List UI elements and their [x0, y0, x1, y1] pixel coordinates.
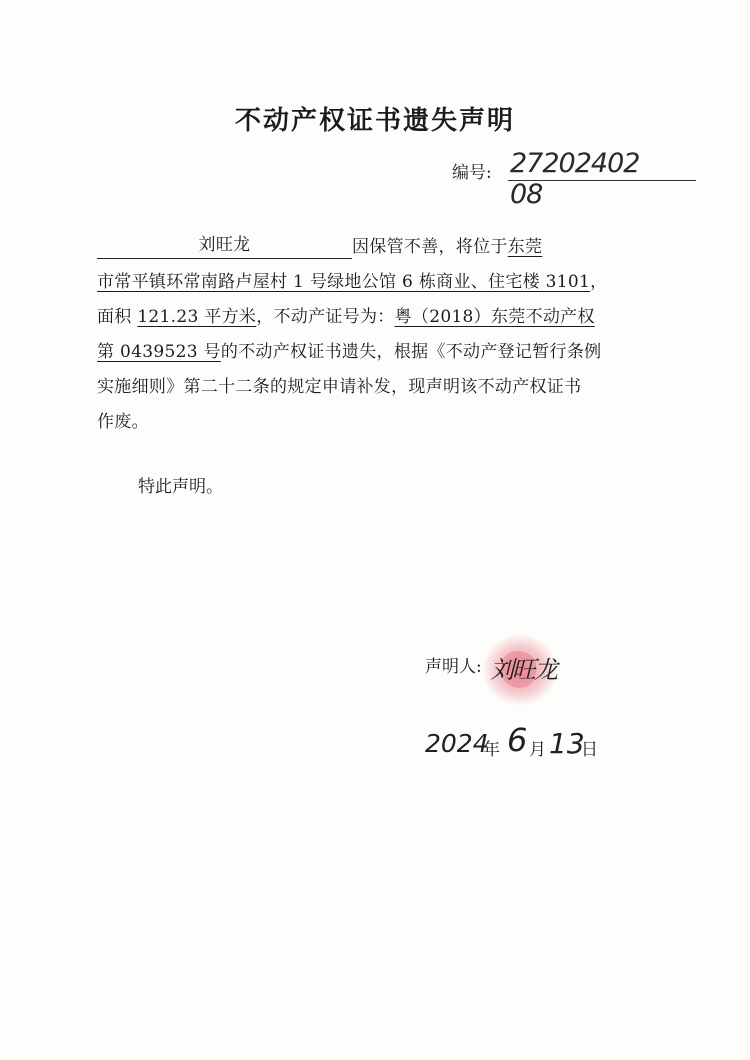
loss-text: 的不动产权证书遗失，根据《不动产登记暂行条例 — [220, 342, 602, 362]
area-value: 121.23 平方米 — [137, 307, 257, 327]
serial-number-block — [452, 148, 652, 210]
void-text: 作废。 — [97, 412, 149, 432]
body-line-3 — [97, 300, 667, 335]
cert-number-part1: 粤（2018）东莞不动产权 — [394, 307, 595, 327]
signing-date — [425, 715, 645, 765]
location-start: 东莞 — [507, 237, 543, 257]
document-title: 不动产权证书遗失声明 — [234, 106, 515, 136]
reason-text: 因保管不善，将位于 — [352, 237, 508, 257]
declaration-body — [97, 230, 667, 440]
cert-label: ，不动产证号为： — [256, 307, 395, 327]
date-month-unit: 月 — [529, 740, 546, 760]
body-line-6 — [97, 405, 667, 440]
comma: ， — [590, 272, 608, 292]
area-label: 面积 — [97, 307, 138, 327]
body-line-1 — [97, 230, 667, 265]
body-line-2 — [97, 265, 667, 300]
serial-label: 编号: — [452, 163, 492, 183]
property-address: 市常平镇环常南路卢屋村 1 号绿地公馆 6 栋商业、住宅楼 3101 — [97, 272, 591, 292]
regulation-text: 实施细则》第二十二条的规定申请补发，现声明该不动产权证书 — [97, 377, 582, 397]
closing-statement: 特此声明。 — [138, 477, 223, 497]
serial-value-handwritten: 27202402 08 — [510, 148, 640, 210]
date-year: 2024 — [425, 729, 489, 758]
date-year-unit: 年 — [483, 740, 500, 760]
declarant-label: 声明人: — [425, 657, 482, 677]
handwritten-signature: 刘旺龙 — [490, 656, 556, 684]
body-line-5 — [97, 370, 667, 405]
body-line-4 — [97, 335, 667, 370]
date-month: 6 — [507, 721, 528, 759]
cert-number-part2: 第 0439523 号 — [97, 342, 221, 362]
date-day: 13 — [549, 727, 585, 760]
date-day-unit: 日 — [581, 740, 598, 760]
owner-name-blank: 刘旺龙 — [97, 232, 352, 259]
serial-underline — [508, 180, 696, 181]
